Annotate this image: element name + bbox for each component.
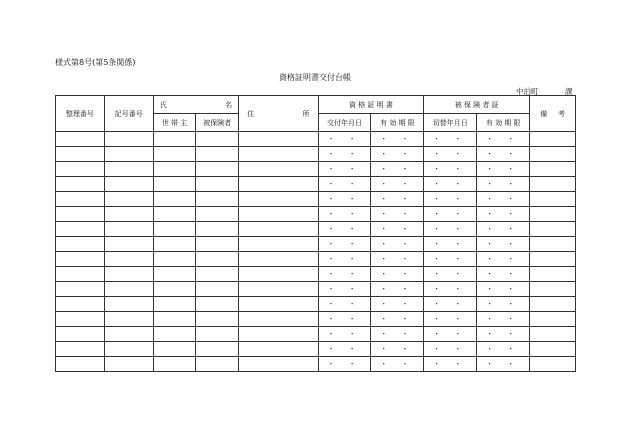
cell-household-head[interactable] [153,147,196,162]
cell-remarks[interactable] [530,192,576,207]
cell-validity-ins[interactable]: ・ ・ [477,192,530,207]
cell-household-head[interactable] [153,162,196,177]
cell-validity-qual[interactable]: ・ ・ [371,357,424,372]
header-validity-qual: 有 効 期 限 [371,114,424,132]
cell-validity-qual[interactable]: ・ ・ [371,312,424,327]
cell-management-no[interactable] [56,222,105,237]
cell-switch-date[interactable]: ・ ・ [424,207,477,222]
cell-validity-ins[interactable]: ・ ・ [477,252,530,267]
cell-validity-qual[interactable]: ・ ・ [371,162,424,177]
cell-switch-date[interactable]: ・ ・ [424,267,477,282]
cell-switch-date[interactable]: ・ ・ [424,297,477,312]
cell-remarks[interactable] [530,357,576,372]
cell-household-head[interactable] [153,297,196,312]
cell-management-no[interactable] [56,357,105,372]
header-name [153,96,238,114]
cell-insured-person[interactable] [196,207,239,222]
cell-management-no[interactable] [56,237,105,252]
cell-insured-person[interactable] [196,327,239,342]
table-row [56,237,576,252]
cell-remarks[interactable] [530,297,576,312]
cell-switch-date[interactable]: ・ ・ [424,237,477,252]
cell-switch-date[interactable]: ・ ・ [424,312,477,327]
cell-household-head[interactable] [153,192,196,207]
cell-insured-person[interactable] [196,282,239,297]
cell-validity-ins[interactable]: ・ ・ [477,177,530,192]
table-row [56,207,576,222]
cell-validity-ins[interactable]: ・ ・ [477,162,530,177]
cell-validity-ins[interactable]: ・ ・ [477,207,530,222]
cell-address[interactable] [239,207,318,222]
cell-validity-ins[interactable]: ・ ・ [477,147,530,162]
cell-household-head[interactable] [153,222,196,237]
cell-management-no[interactable] [56,267,105,282]
cell-switch-date[interactable]: ・ ・ [424,177,477,192]
cell-management-no[interactable] [56,147,105,162]
table-row [56,312,576,327]
cell-remarks[interactable] [530,237,576,252]
cell-remarks[interactable] [530,252,576,267]
cell-remarks[interactable] [530,282,576,297]
cell-switch-date[interactable]: ・ ・ [424,252,477,267]
cell-insured-person[interactable] [196,312,239,327]
cell-management-no[interactable] [56,282,105,297]
table-row [56,147,576,162]
header-address-left: 住 [247,109,255,118]
table-row [56,342,576,357]
cell-switch-date[interactable]: ・ ・ [424,342,477,357]
cell-issue-date[interactable]: ・ ・ [318,162,371,177]
form-number: 様式第8号(第5条関係) [55,58,136,67]
cell-remarks[interactable] [530,162,576,177]
header-remarks-right: 考 [558,109,565,118]
header-name-right: 名 [225,101,233,109]
cell-insured-person[interactable] [196,177,239,192]
town-name: 中泊町 [516,87,539,96]
table-row [56,222,576,237]
cell-issue-date[interactable]: ・ ・ [318,282,371,297]
cell-record-no[interactable] [104,252,153,267]
cell-validity-ins[interactable]: ・ ・ [477,327,530,342]
cell-address[interactable] [239,237,318,252]
table-row [56,177,576,192]
cell-validity-qual[interactable]: ・ ・ [371,222,424,237]
cell-issue-date[interactable]: ・ ・ [318,357,371,372]
cell-issue-date[interactable]: ・ ・ [318,327,371,342]
cell-address[interactable] [239,252,318,267]
header-remarks-left: 備 [540,109,548,118]
cell-household-head[interactable] [153,132,196,147]
cell-validity-qual[interactable]: ・ ・ [371,132,424,147]
cell-issue-date[interactable]: ・ ・ [318,267,371,282]
cell-switch-date[interactable]: ・ ・ [424,132,477,147]
header-household-head: 世 帯 主 [153,114,196,132]
cell-validity-qual[interactable]: ・ ・ [371,237,424,252]
header-insurance-cert: 被 保 険 者 証 [424,96,530,114]
cell-management-no[interactable] [56,192,105,207]
cell-validity-ins[interactable]: ・ ・ [477,312,530,327]
cell-issue-date[interactable]: ・ ・ [318,207,371,222]
header-address-right: 所 [302,109,310,118]
cell-record-no[interactable] [104,312,153,327]
cell-validity-ins[interactable]: ・ ・ [477,282,530,297]
cell-household-head[interactable] [153,237,196,252]
cell-switch-date[interactable]: ・ ・ [424,192,477,207]
cell-validity-qual[interactable]: ・ ・ [371,297,424,312]
cell-validity-ins[interactable]: ・ ・ [477,297,530,312]
cell-management-no[interactable] [56,342,105,357]
cell-validity-qual[interactable]: ・ ・ [371,177,424,192]
cell-address[interactable] [239,222,318,237]
cell-record-no[interactable] [104,282,153,297]
header-address [239,96,318,132]
table-row [56,192,576,207]
cell-remarks[interactable] [530,132,576,147]
cell-household-head[interactable] [153,312,196,327]
cell-issue-date[interactable]: ・ ・ [318,222,371,237]
cell-household-head[interactable] [153,342,196,357]
cell-remarks[interactable] [530,177,576,192]
cell-insured-person[interactable] [196,267,239,282]
cell-address[interactable] [239,177,318,192]
cell-address[interactable] [239,162,318,177]
cell-address[interactable] [239,327,318,342]
cell-switch-date[interactable]: ・ ・ [424,357,477,372]
table-row [56,132,576,147]
cell-management-no[interactable] [56,177,105,192]
cell-address[interactable] [239,282,318,297]
cell-validity-qual[interactable]: ・ ・ [371,252,424,267]
cell-insured-person[interactable] [196,237,239,252]
cell-address[interactable] [239,147,318,162]
header-switch-date: 切替年月日 [424,114,477,132]
cell-validity-ins[interactable]: ・ ・ [477,267,530,282]
cell-record-no[interactable] [104,192,153,207]
cell-issue-date[interactable]: ・ ・ [318,312,371,327]
table-row [56,267,576,282]
cell-validity-qual[interactable]: ・ ・ [371,147,424,162]
document-title: 資格証明書交付台帳 [279,73,351,82]
header-management-no: 整理番号 [56,96,105,132]
cell-insured-person[interactable] [196,162,239,177]
cell-record-no[interactable] [104,132,153,147]
cell-record-no[interactable] [104,297,153,312]
table-row [56,357,576,372]
cell-household-head[interactable] [153,327,196,342]
cell-issue-date[interactable]: ・ ・ [318,297,371,312]
header-insured-person: 被保険者 [196,114,239,132]
cell-record-no[interactable] [104,207,153,222]
cell-record-no[interactable] [104,237,153,252]
cell-validity-ins[interactable]: ・ ・ [477,222,530,237]
cell-insured-person[interactable] [196,252,239,267]
cell-issue-date[interactable]: ・ ・ [318,177,371,192]
header-record-no: 記号番号 [104,96,153,132]
table-row [56,297,576,312]
cell-switch-date[interactable]: ・ ・ [424,222,477,237]
cell-household-head[interactable] [153,282,196,297]
cell-record-no[interactable] [104,267,153,282]
cell-switch-date[interactable]: ・ ・ [424,162,477,177]
header-name-left: 氏 [159,101,167,109]
cell-remarks[interactable] [530,207,576,222]
header-qualification-cert: 資 格 証 明 書 [318,96,424,114]
cell-remarks[interactable] [530,147,576,162]
cell-issue-date[interactable]: ・ ・ [318,132,371,147]
cell-insured-person[interactable] [196,192,239,207]
cell-record-no[interactable] [104,177,153,192]
cell-remarks[interactable] [530,267,576,282]
ledger-table [55,95,576,372]
cell-remarks[interactable] [530,222,576,237]
cell-household-head[interactable] [153,267,196,282]
cell-record-no[interactable] [104,162,153,177]
cell-household-head[interactable] [153,177,196,192]
cell-validity-qual[interactable]: ・ ・ [371,327,424,342]
cell-management-no[interactable] [56,327,105,342]
cell-switch-date[interactable]: ・ ・ [424,282,477,297]
cell-record-no[interactable] [104,342,153,357]
cell-validity-qual[interactable]: ・ ・ [371,192,424,207]
table-row [56,327,576,342]
cell-address[interactable] [239,357,318,372]
table-row [56,252,576,267]
cell-insured-person[interactable] [196,357,239,372]
cell-address[interactable] [239,297,318,312]
cell-household-head[interactable] [153,207,196,222]
ledger-body [56,132,576,372]
cell-insured-person[interactable] [196,342,239,357]
cell-validity-ins[interactable]: ・ ・ [477,342,530,357]
cell-management-no[interactable] [56,252,105,267]
table-row [56,162,576,177]
cell-insured-person[interactable] [196,297,239,312]
cell-household-head[interactable] [153,357,196,372]
cell-validity-ins[interactable]: ・ ・ [477,237,530,252]
cell-issue-date[interactable]: ・ ・ [318,342,371,357]
cell-insured-person[interactable] [196,147,239,162]
cell-record-no[interactable] [104,327,153,342]
table-row [56,282,576,297]
cell-record-no[interactable] [104,147,153,162]
cell-address[interactable] [239,342,318,357]
department-label: 課 [565,87,573,96]
cell-household-head[interactable] [153,252,196,267]
cell-management-no[interactable] [56,297,105,312]
cell-management-no[interactable] [56,162,105,177]
cell-validity-qual[interactable]: ・ ・ [371,267,424,282]
header-validity-ins: 有 効 期 限 [477,114,530,132]
cell-record-no[interactable] [104,222,153,237]
cell-insured-person[interactable] [196,132,239,147]
cell-issue-date[interactable]: ・ ・ [318,237,371,252]
cell-remarks[interactable] [530,327,576,342]
cell-validity-ins[interactable]: ・ ・ [477,357,530,372]
cell-validity-qual[interactable]: ・ ・ [371,342,424,357]
cell-management-no[interactable] [56,132,105,147]
cell-remarks[interactable] [530,312,576,327]
header-issue-date: 交付年月日 [318,114,371,132]
cell-address[interactable] [239,267,318,282]
cell-management-no[interactable] [56,312,105,327]
cell-issue-date[interactable]: ・ ・ [318,252,371,267]
cell-switch-date[interactable]: ・ ・ [424,327,477,342]
cell-issue-date[interactable]: ・ ・ [318,147,371,162]
cell-address[interactable] [239,132,318,147]
cell-management-no[interactable] [56,207,105,222]
cell-validity-qual[interactable]: ・ ・ [371,282,424,297]
header-remarks [530,96,576,132]
cell-validity-qual[interactable]: ・ ・ [371,207,424,222]
cell-insured-person[interactable] [196,222,239,237]
cell-validity-ins[interactable]: ・ ・ [477,132,530,147]
cell-address[interactable] [239,192,318,207]
cell-remarks[interactable] [530,342,576,357]
cell-record-no[interactable] [104,357,153,372]
cell-switch-date[interactable]: ・ ・ [424,147,477,162]
cell-address[interactable] [239,312,318,327]
cell-issue-date[interactable]: ・ ・ [318,192,371,207]
